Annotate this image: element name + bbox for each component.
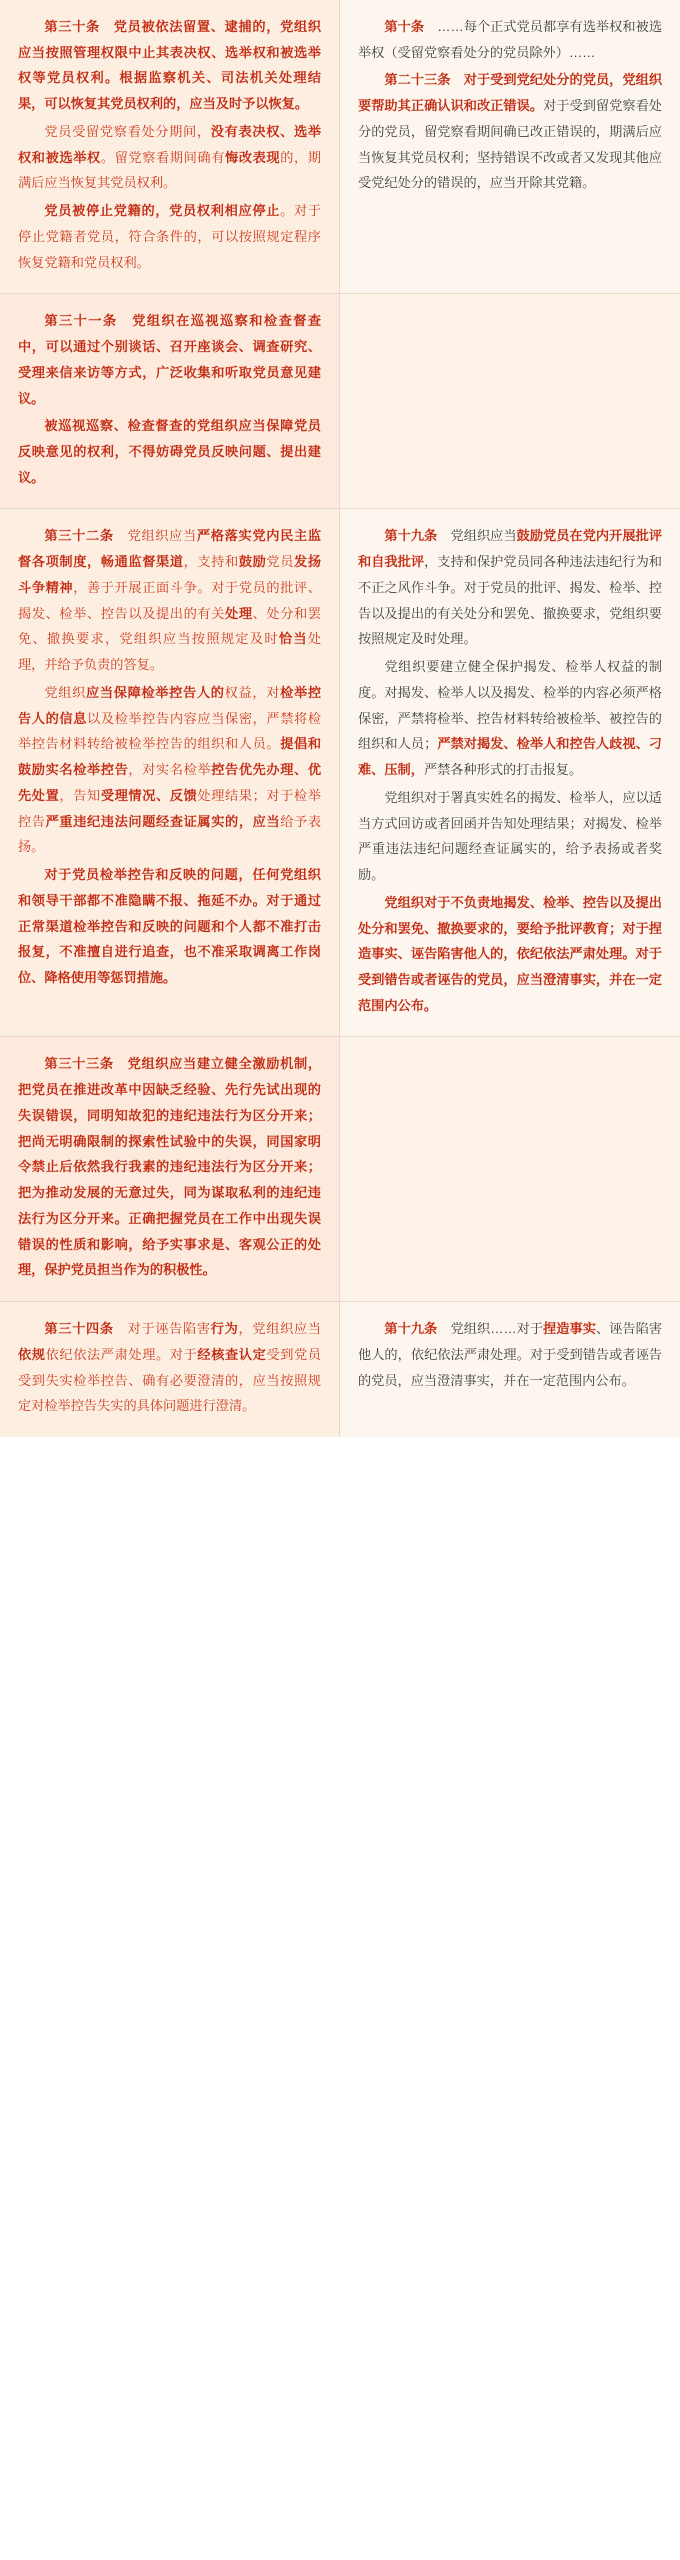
emphasized-text: 依规 (18, 1346, 46, 1362)
emphasized-text: 被巡视巡察、检查督查的党组织应当保障党员反映意见的权利，不得妨碍党员反映问题、提出建议。 (18, 418, 321, 485)
paragraph (18, 413, 321, 490)
body-text: ，告知 (59, 787, 101, 803)
emphasized-text: 受理情况、反馈 (100, 787, 198, 803)
body-text: 、诬告陷害他人的，依纪依法严肃处理。对于受到错告或者诬告的党员，应当澄清事实，并在一定范围内公布。 (358, 1321, 663, 1388)
article-number: 第二十三条 (384, 72, 451, 88)
table-row (0, 1037, 680, 1302)
article-number: 第十九条 (384, 1321, 438, 1337)
emphasized-text: 检举控告人的信息 (18, 684, 322, 726)
emphasized-text: 应当保障检举控告人的 (85, 684, 225, 700)
article-number: 第三十条 (44, 19, 100, 34)
emphasized-text: 行为 (210, 1321, 239, 1337)
body-text (100, 19, 114, 34)
paragraph (358, 523, 662, 652)
emphasized-text: 鼓励 (238, 554, 267, 570)
emphasized-text: 都不准打击报复， (18, 918, 321, 960)
emphasized-text: 对于受到党纪处分的党员，党组织要帮助其正确认识和改正错误。 (358, 72, 663, 114)
article-number: 第三十二条 (44, 528, 114, 544)
emphasized-text: 党组织应当建立健全激励机制，把党员在推进改革中因缺乏经验、先行先试出现的失误错误，同明知故犯的违纪违法行为区分开来；把尚无明确限制的探索性试验中的失误，同国家明令禁止后依然我行我素的违纪违法行为区分开来；把为推动发展的无意过失，同为谋取私利的违纪违法行为区分开来。正确把握党员在工作中出现失误错误的性质和影响，给予实事求是、客观公正的处理，保护党员担当作为的积极性。 (18, 1056, 322, 1278)
paragraph (18, 1051, 321, 1283)
emphasized-text: 党组织对于不负责地揭发、检举、控告以及提出处分和罢免、撤换要求的，要给予批评教育；对于捏造事实、诬告陷害他人的，依纪依法严肃处理。对于受到错告或者诬告的党员，应当澄清事实，并在一定范围内公布。 (358, 894, 662, 1013)
emphasized-text: 严格落实党内民主监督各项制度，畅通监督渠道 (18, 528, 322, 570)
paragraph (18, 680, 321, 860)
body-text: 处理，并给予负责的答复。 (18, 631, 322, 673)
body-text: 依纪依法严肃处理。对于 (45, 1346, 198, 1362)
emphasized-text: 捏造事实 (543, 1321, 596, 1337)
new-regulation-cell (0, 294, 340, 508)
old-regulation-cell (340, 294, 680, 508)
old-regulation-cell (340, 1302, 680, 1437)
paragraph (358, 890, 662, 1019)
body-text: 党组织 (44, 684, 86, 700)
table-row (0, 509, 680, 1037)
paragraph (358, 14, 662, 65)
body-text: 、处分和罢免、撤换要求，党组织应当按照规定及时 (18, 605, 322, 647)
emphasized-text: 严重违纪违法问题经查证属实的，应当 (45, 813, 281, 829)
body-text (451, 72, 464, 87)
emphasized-text: 控告优先办理、优先处置 (18, 762, 322, 803)
table-row (0, 294, 680, 509)
table-row (0, 1302, 680, 1437)
empty-placeholder (358, 1051, 662, 1052)
paragraph (18, 523, 321, 677)
emphasized-text: 经核查认定 (197, 1346, 267, 1362)
new-regulation-cell (0, 1037, 340, 1301)
old-regulation-cell (340, 509, 680, 1036)
body-text: 给予表扬。 (18, 813, 322, 855)
body-text: 。留党察看期间确有 (100, 149, 226, 165)
paragraph (18, 198, 321, 275)
emphasized-text: 鼓励党员在党内开展批评和自我批评 (358, 528, 663, 570)
emphasized-text: 悔改表现 (225, 149, 281, 165)
emphasized-text: 党员被停止党籍的，党员权利相应停止 (44, 203, 281, 219)
body-text: 党组织应当 (113, 528, 197, 544)
body-text: 。对于停止党籍者党员，符合条件的，可以按照规定程序恢复党籍和党员权利。 (18, 203, 322, 270)
article-number: 第三十三条 (44, 1056, 114, 1072)
body-text: 党员 (266, 554, 295, 570)
body-text (118, 313, 133, 328)
table-row (0, 0, 680, 294)
body-text: ，善于开展正面斗争。对于党员的批评、揭发、检举、控告以及提出的有关 (18, 579, 321, 621)
paragraph (18, 862, 321, 991)
body-text: 以及检举控告内容应当保密，严禁将检举控告材料转给被检举控告的组织和人员。 (18, 710, 322, 752)
new-regulation-cell (0, 0, 340, 293)
body-text: 党组织对于署真实姓名的揭发、检举人，应以适当方式回访或者回函并告知处理结果；对揭发、检举严重违法违纪问题经查证属实的，给予表扬或者奖励。 (358, 789, 662, 883)
emphasized-text: 恰当 (278, 631, 308, 647)
emphasized-text: 不准擅自进行追查，也不准采取调离工作岗位、降格使用等惩罚措施。 (18, 944, 322, 985)
paragraph (358, 654, 662, 783)
body-text: 严禁各种形式的打击报复。 (423, 762, 583, 778)
body-text: 权益，对 (224, 684, 281, 700)
article-number: 第十条 (384, 19, 425, 34)
body-text: 对于受到留党察看处分的党员，留党察看期间确已改正错误的，期满后应当恢复其党员权利；坚持错误不改或者又发现其他应受党纪处分的错误的，应当开除其党籍。 (358, 98, 662, 191)
article-number: 第三十四条 (44, 1321, 114, 1337)
paragraph (18, 1316, 321, 1419)
body-text: 受到党员受到失实检举控告、确有必要澄清的，应当按照规定对检举控告失实的具体问题进行澄清。 (18, 1346, 322, 1414)
body-text: 的，期满后应当恢复其党员权利。 (18, 149, 322, 191)
paragraph (18, 308, 321, 411)
old-regulation-cell (340, 0, 680, 293)
old-regulation-cell (340, 1037, 680, 1301)
paragraph (358, 785, 662, 888)
body-text: ，对实名检举 (128, 762, 212, 778)
paragraph (358, 67, 662, 196)
paragraph (18, 14, 321, 117)
emphasized-text: 党员被依法留置、逮捕的，党组织应当按照管理权限中止其表决权、选举权和被选举权等党员权利。根据监察机关、司法机关处理结果，可以恢复其党员权利的，应当及时予以恢复。 (18, 19, 322, 112)
emphasized-text: 严禁对揭发、检举人和控告人歧视、刁难、压制， (358, 736, 662, 778)
new-regulation-cell (0, 509, 340, 1036)
emphasized-text: 对于党员检举控告和反映的问题，任何党组织和领导干部都不准隐瞒不报、拖延不办。对于通过正常渠道检举控告和反映的问题和个人 (18, 867, 321, 934)
paragraph (358, 1316, 662, 1393)
body-text (114, 1056, 128, 1071)
emphasized-text: 提倡和鼓励实名检举控告 (18, 736, 322, 778)
body-text: 处理结果；对于检举控告 (18, 787, 322, 829)
body-text: ，支持和 (183, 554, 239, 570)
emphasized-text: 党组织在巡视巡察和检查督查中，可以通过个别谈话、召开座谈会、调查研究、受理来信来访等方式，广泛收集和听取党员意见建议。 (18, 313, 322, 406)
body-text: 党组织……对于 (437, 1321, 544, 1337)
body-text: 党员受留党察看处分期间， (44, 123, 211, 139)
body-text: 党组织应当 (437, 528, 517, 544)
body-text: 党组织要建立健全保护揭发、检举人权益的制度。对揭发、检举人以及揭发、检举的内容必须严格保密，严禁将检举、控告材料转给被检举、被控告的组织和人员； (358, 659, 662, 752)
body-text: ，支持和保护党员同各种违法违纪行为和不正之风作斗争。对于党员的批评、揭发、检举、控告以及提出的有关处分和罢免、撤换要求，党组织要按照规定及时处理。 (358, 554, 662, 647)
new-regulation-cell (0, 1302, 340, 1437)
article-number: 第三十一条 (44, 313, 118, 329)
empty-placeholder (358, 308, 662, 309)
emphasized-text: 处理 (225, 605, 253, 621)
paragraph (18, 119, 321, 196)
emphasized-text: 没有表决权、选举权和被选举权 (18, 123, 322, 165)
article-number: 第十九条 (384, 528, 438, 544)
body-text: ……每个正式党员都享有选举权和被选举权（受留党察看处分的党员除外）…… (358, 19, 663, 60)
emphasized-text: 发扬斗争精神 (18, 554, 322, 595)
body-text: 对于诬告陷害 (113, 1321, 211, 1337)
body-text: ，党组织应当 (238, 1321, 322, 1337)
